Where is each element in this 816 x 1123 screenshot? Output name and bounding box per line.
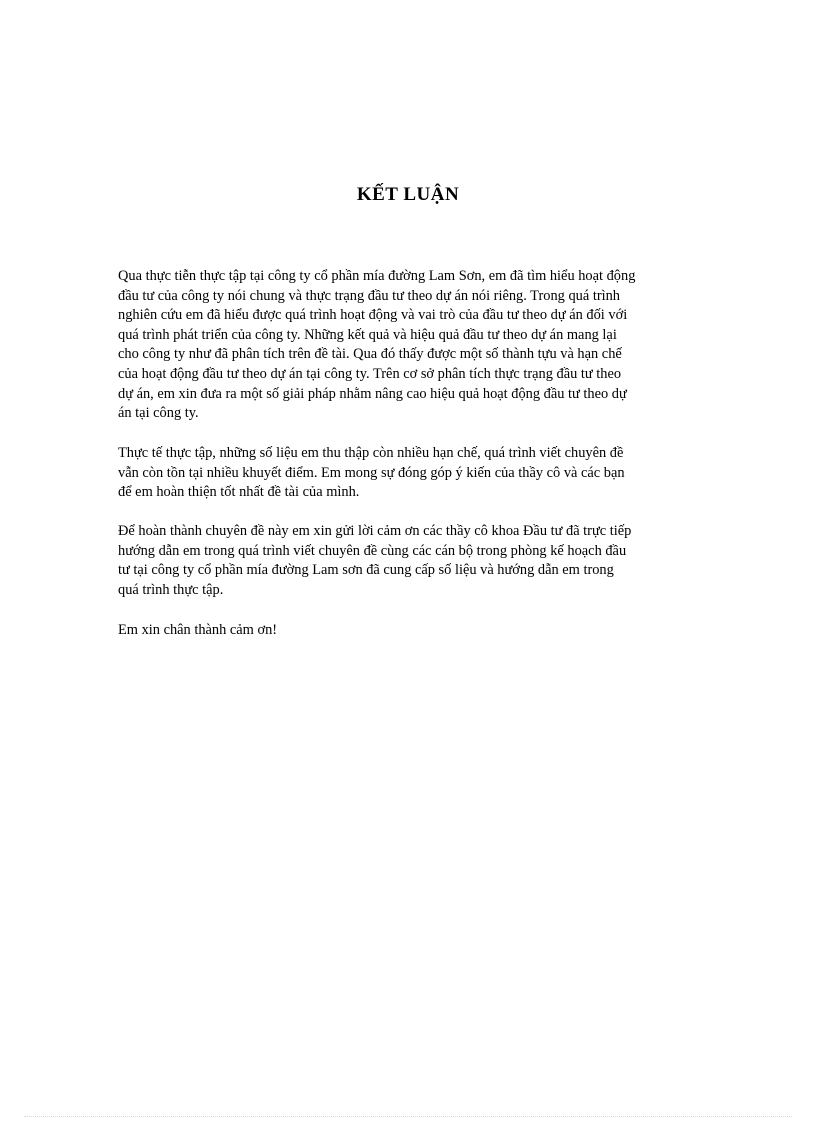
paragraph-line: Để hoàn thành chuyên đề này em xin gửi lời cảm ơn các thầy cô khoa Đầu tư đã trực tiếp <box>118 523 632 539</box>
page-title: KẾT LUẬN <box>356 184 460 205</box>
paragraph-line: cho công ty như đã phân tích trên đề tài. Qua đó thấy được một số thành tựu và hạn chế <box>118 346 622 363</box>
paragraph-line: dự án, em xin đưa ra một số giải pháp nhằm nâng cao hiệu quả hoạt động đầu tư theo dự <box>118 385 627 402</box>
paragraph-line: Thực tế thực tập, những số liệu em thu thập còn nhiều hạn chế, quá trình viết chuyên đề <box>118 445 624 461</box>
paragraph-line: hướng dẫn em trong quá trình viết chuyên đề cùng các cán bộ trong phòng kế hoạch đầu <box>118 542 627 559</box>
paragraph-line: tư tại công ty cổ phần mía đường Lam sơn đã cung cấp số liệu và hướng dẫn em trong <box>118 562 614 579</box>
paragraph-line: án tại công ty. <box>118 405 199 422</box>
paragraph-line: Qua thực tiễn thực tập tại công ty cổ phần mía đường Lam Sơn, em đã tìm hiểu hoạt động <box>118 268 636 284</box>
paragraph-line: vẫn còn tồn tại nhiều khuyết điểm. Em mong sự đóng góp ý kiến của thầy cô và các bạn <box>118 464 625 481</box>
paragraph-line: của hoạt động đầu tư theo dự án tại công ty. Trên cơ sở phân tích thực trạng đầu tư theo <box>118 365 622 382</box>
paragraph-2 <box>118 444 698 503</box>
paragraph-3 <box>118 522 698 600</box>
paragraph-line: để em hoàn thiện tốt nhất đề tài của mình. <box>118 484 360 501</box>
closing-line <box>118 621 698 641</box>
paragraph-line: quá trình thực tập. <box>118 581 224 598</box>
paragraph-line: Em xin chân thành cảm ơn! <box>118 622 278 638</box>
paragraph-line: đầu tư của công ty nói chung và thực trạng đầu tư theo dự án nói riêng. Trong quá trình <box>118 287 620 304</box>
footer-divider <box>24 1116 792 1117</box>
paragraph-line: nghiên cứu em đã hiểu được quá trình hoạt động và vai trò của đầu tư theo dự án đối với <box>118 307 628 324</box>
paragraph-line: quá trình phát triển của công ty. Những kết quả và hiệu quả đầu tư theo dự án mang lại <box>118 326 617 343</box>
paragraph-1 <box>118 267 698 424</box>
